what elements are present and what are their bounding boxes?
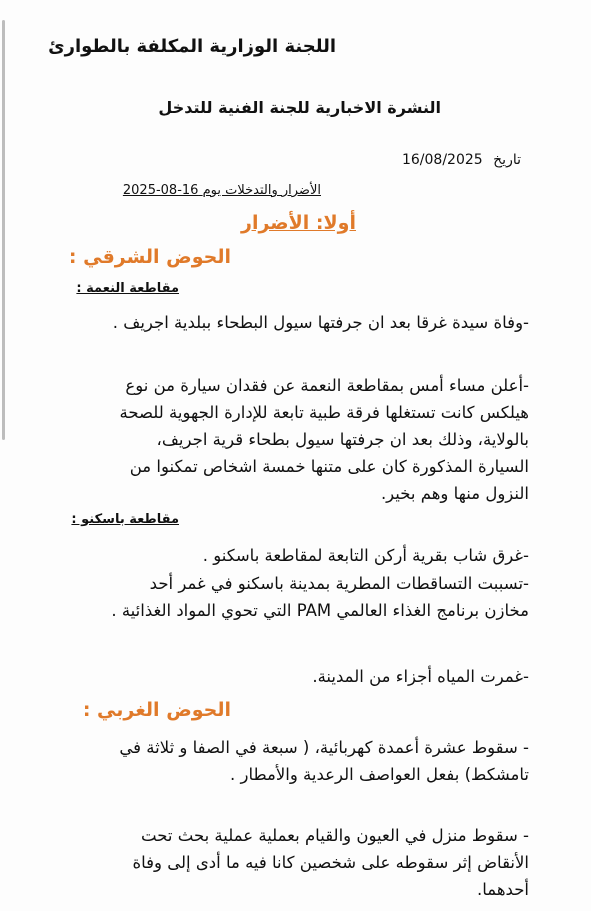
- basskno-item: -غرق شاب بقرية أركن التابعة لمقاطعة باسكنو .: [202, 546, 529, 565]
- basskno-title: مقاطعة باسكنو :: [71, 512, 179, 527]
- date-value: 16/08/2025: [401, 152, 483, 168]
- section-title: أولا: الأضرار: [241, 212, 356, 234]
- committee-name: اللجنة الوزارية المكلفة بالطوارئ: [48, 36, 336, 57]
- bulletin-date: [402, 152, 521, 168]
- date-label: تاريخ: [493, 152, 521, 168]
- naama-title: مقاطعة النعمة :: [76, 281, 179, 296]
- west-item: - سقوط منزل في العيون والقيام بعملية عملية بحث تحت الأنقاض إثر سقوطه على شخصين كانا فيه ما أدى إلى وفاة أحدهما.: [132, 826, 529, 899]
- west-item: - سقوط عشرة أعمدة كهربائية، ( سبعة في الصفا و ثلاثة في تامشكط) بفعل العواصف الرعدية والأمطار .: [119, 738, 529, 784]
- damages-date-value: 2025-08-16: [122, 183, 199, 198]
- west-basin-title: الحوض الغربي :: [82, 699, 231, 721]
- basskno-item: -تسببت التساقطات المطرية بمدينة باسكنو في غمر أحد مخازن برنامج الغذاء العالمي PAM التي تحوي المواد الغذائية .: [111, 574, 529, 620]
- damages-date-line: [123, 183, 321, 198]
- damages-date-label: الأضرار والتدخلات يوم: [202, 183, 321, 198]
- east-basin-title: الحوض الشرقي :: [68, 246, 231, 268]
- basskno-item: -غمرت المياه أجزاء من المدينة.: [312, 667, 529, 686]
- naama-item: -وفاة سيدة غرقا بعد ان جرفتها سيول البطحاء ببلدية اجريف .: [112, 313, 529, 332]
- bulletin-title: النشرة الاخبارية للجنة الفنية للتدخل: [158, 98, 441, 117]
- naama-item: -أعلن مساء أمس بمقاطعة النعمة عن فقدان سيارة من نوع هيلكس كانت تستغلها فرقة طبية تابعة للإدارة الجهوية للصحة بالولاية، وذلك بعد ان جرفتها سيول بطحاء قرية اجريف، السيارة المذكورة كان على متنها خمسة اشخاص تمكنوا من النزول منها وهم بخير.: [119, 376, 529, 503]
